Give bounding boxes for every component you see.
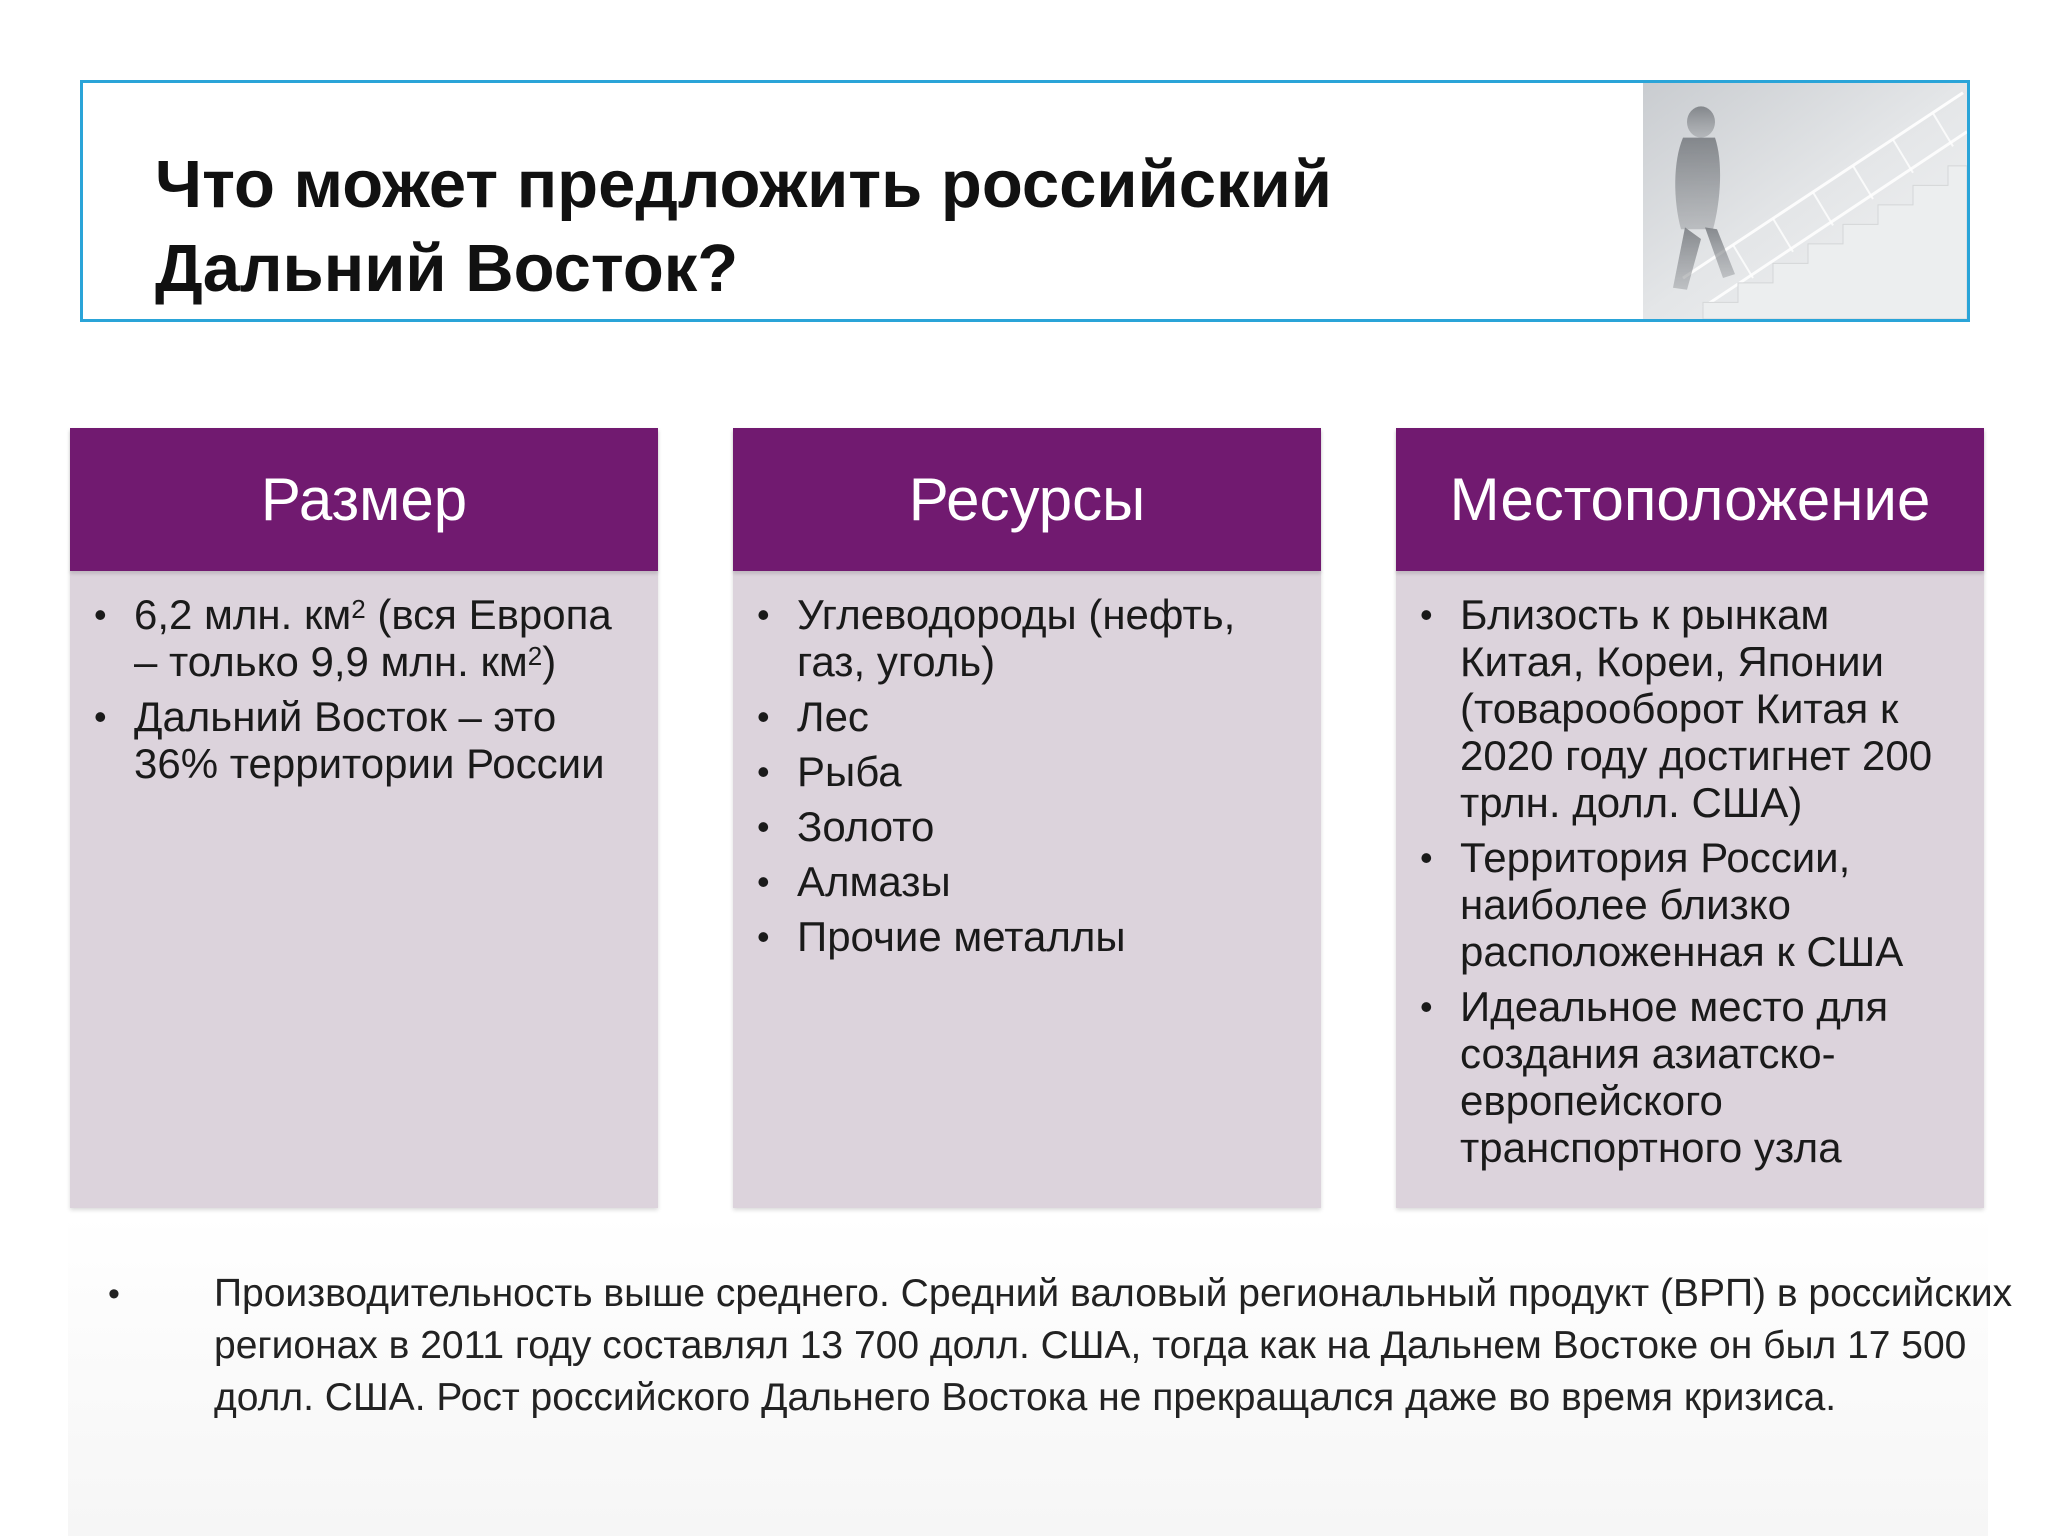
superscript: 2	[527, 641, 543, 671]
list-item-text: Территория России, наиболее близко расположенная к США	[1460, 834, 1904, 975]
list-item-text: Идеальное место для создания азиатско-европейского транспортного узла	[1460, 983, 1889, 1171]
bullet-icon: •	[1420, 594, 1433, 635]
size-list	[70, 571, 658, 787]
list-item-text: 6,2 млн. км	[134, 591, 352, 638]
list-item	[757, 858, 1301, 905]
list-item	[1420, 983, 1964, 1171]
list-item-text: Углеводороды (нефть, газ, уголь)	[797, 591, 1236, 685]
bullet-icon: •	[757, 751, 770, 792]
superscript: 2	[351, 594, 366, 624]
list-item-text: Близость к рынкам Китая, Кореи, Японии (товарооборот Китая к 2020 году достигнет 200 трлн. долл. США)	[1460, 591, 1933, 826]
bottom-note-area	[68, 1214, 2013, 1536]
bullet-icon: •	[757, 861, 770, 902]
bottom-note	[108, 1268, 2013, 1424]
list-item-text: Дальний Восток – это 36% территории России	[134, 693, 605, 787]
list-item-text: (вся Европа – только 9,9 млн. км	[134, 591, 612, 685]
column-location	[1396, 428, 1984, 1208]
location-list	[1396, 571, 1984, 1171]
list-item-text: )	[542, 638, 557, 685]
bullet-icon: •	[108, 1275, 120, 1313]
column-resources	[733, 428, 1321, 1208]
slide-title-line-1: Что может предложить российский	[155, 147, 1332, 222]
list-item	[757, 803, 1301, 850]
bullet-icon: •	[757, 594, 770, 635]
list-item	[757, 913, 1301, 960]
column-size	[70, 428, 658, 1208]
list-item	[757, 693, 1301, 740]
bottom-note-text: Производительность выше среднего. Средний валовый региональный продукт (ВРП) в российских регионах в 2011 году составлял 13 700 долл. США, тогда как на Дальнем Востоке он был 17 500 долл. США. Рост российского Дальнего Востока не прекращался даже во время кризиса.	[214, 1272, 2013, 1419]
column-header-location: Местоположение	[1396, 428, 1984, 571]
bullet-icon: •	[94, 594, 107, 635]
list-item-text: Прочие металлы	[797, 913, 1126, 960]
staircase-illustration	[1643, 83, 1967, 319]
list-item-text: Лес	[797, 693, 869, 740]
column-header-resources: Ресурсы	[733, 428, 1321, 571]
column-header-size: Размер	[70, 428, 658, 571]
list-item	[1420, 591, 1964, 826]
bullet-icon: •	[757, 806, 770, 847]
resources-list	[733, 571, 1321, 960]
bullet-icon: •	[1420, 986, 1433, 1027]
list-item	[757, 748, 1301, 795]
bullet-icon: •	[1420, 837, 1433, 878]
list-item-text: Алмазы	[797, 858, 951, 905]
list-item	[94, 693, 638, 787]
list-item-text: Золото	[797, 803, 935, 850]
list-item	[1420, 834, 1964, 975]
staircase-photo	[1643, 83, 1967, 319]
bullet-icon: •	[757, 916, 770, 957]
bullet-icon: •	[757, 696, 770, 737]
list-item	[94, 591, 638, 685]
list-item	[757, 591, 1301, 685]
title-box	[80, 80, 1970, 322]
slide-title-line-2: Дальний Восток?	[155, 231, 739, 306]
slide-title	[155, 143, 1555, 311]
bullet-icon: •	[94, 696, 107, 737]
list-item-text: Рыба	[797, 748, 902, 795]
